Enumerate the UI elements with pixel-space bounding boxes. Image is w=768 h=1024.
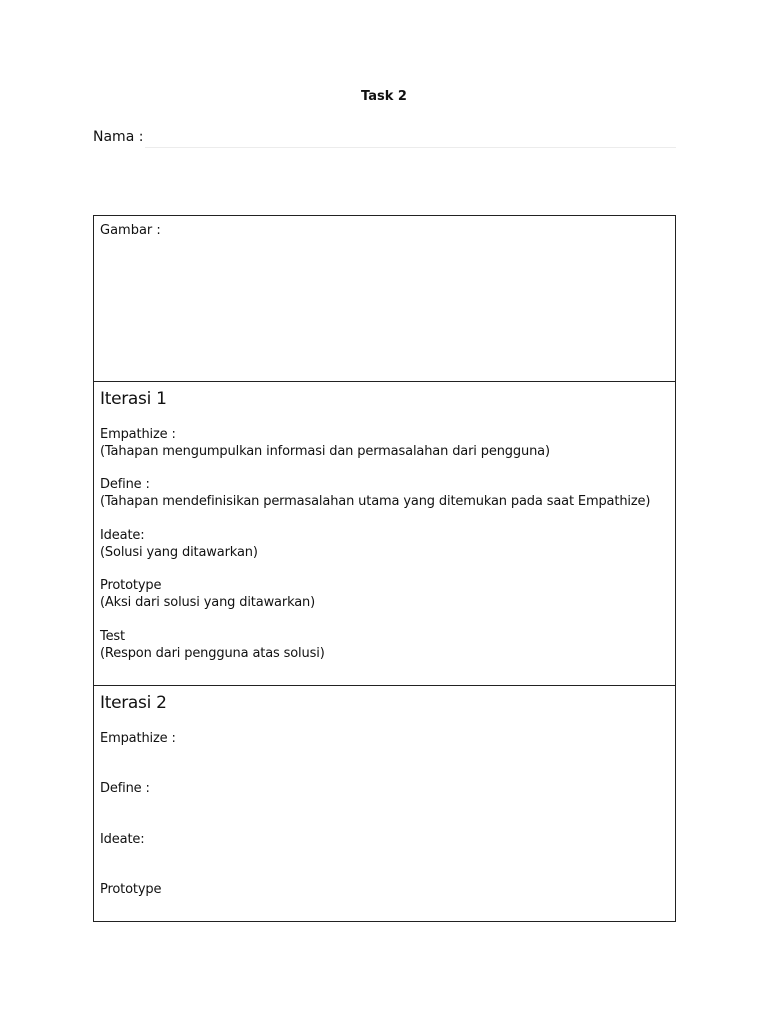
worksheet-table [93,215,676,922]
iterasi-2-heading: Iterasi 2 [100,693,167,713]
ideate-label: Ideate: [100,528,145,543]
ideate-description: (Solusi yang ditawarkan) [100,545,258,560]
gambar-section[interactable] [94,216,675,381]
iterasi-1-empathize [100,426,550,460]
test-label: Test [100,629,126,644]
page-title: Task 2 [361,89,407,104]
iterasi-2-define[interactable] [100,780,150,797]
iterasi-1-section [94,381,675,685]
iterasi-2-empathize[interactable] [100,730,176,747]
iterasi-1-prototype [100,577,315,611]
name-input-line[interactable] [145,147,676,148]
prototype-label: Prototype [100,578,162,593]
ideate-label: Ideate: [100,832,145,847]
iterasi-1-define [100,476,650,510]
define-description: (Tahapan mendefinisikan permasalahan utama yang ditemukan pada saat Empathize) [100,494,651,509]
iterasi-1-test [100,628,325,662]
prototype-label: Prototype [100,882,162,897]
empathize-label: Empathize : [100,427,176,442]
empathize-label: Empathize : [100,731,176,746]
iterasi-2-ideate[interactable] [100,831,144,848]
prototype-description: (Aksi dari solusi yang ditawarkan) [100,595,316,610]
iterasi-2-section [94,685,675,921]
test-description: (Respon dari pengguna atas solusi) [100,646,325,661]
iterasi-2-prototype[interactable] [100,881,161,898]
define-label: Define : [100,477,150,492]
name-label: Nama : [93,129,144,145]
name-field-row [93,129,676,149]
iterasi-1-ideate [100,527,258,561]
iterasi-1-heading: Iterasi 1 [100,389,167,409]
empathize-description: (Tahapan mengumpulkan informasi dan permasalahan dari pengguna) [100,444,550,459]
define-label: Define : [100,781,150,796]
gambar-label: Gambar : [100,223,161,238]
